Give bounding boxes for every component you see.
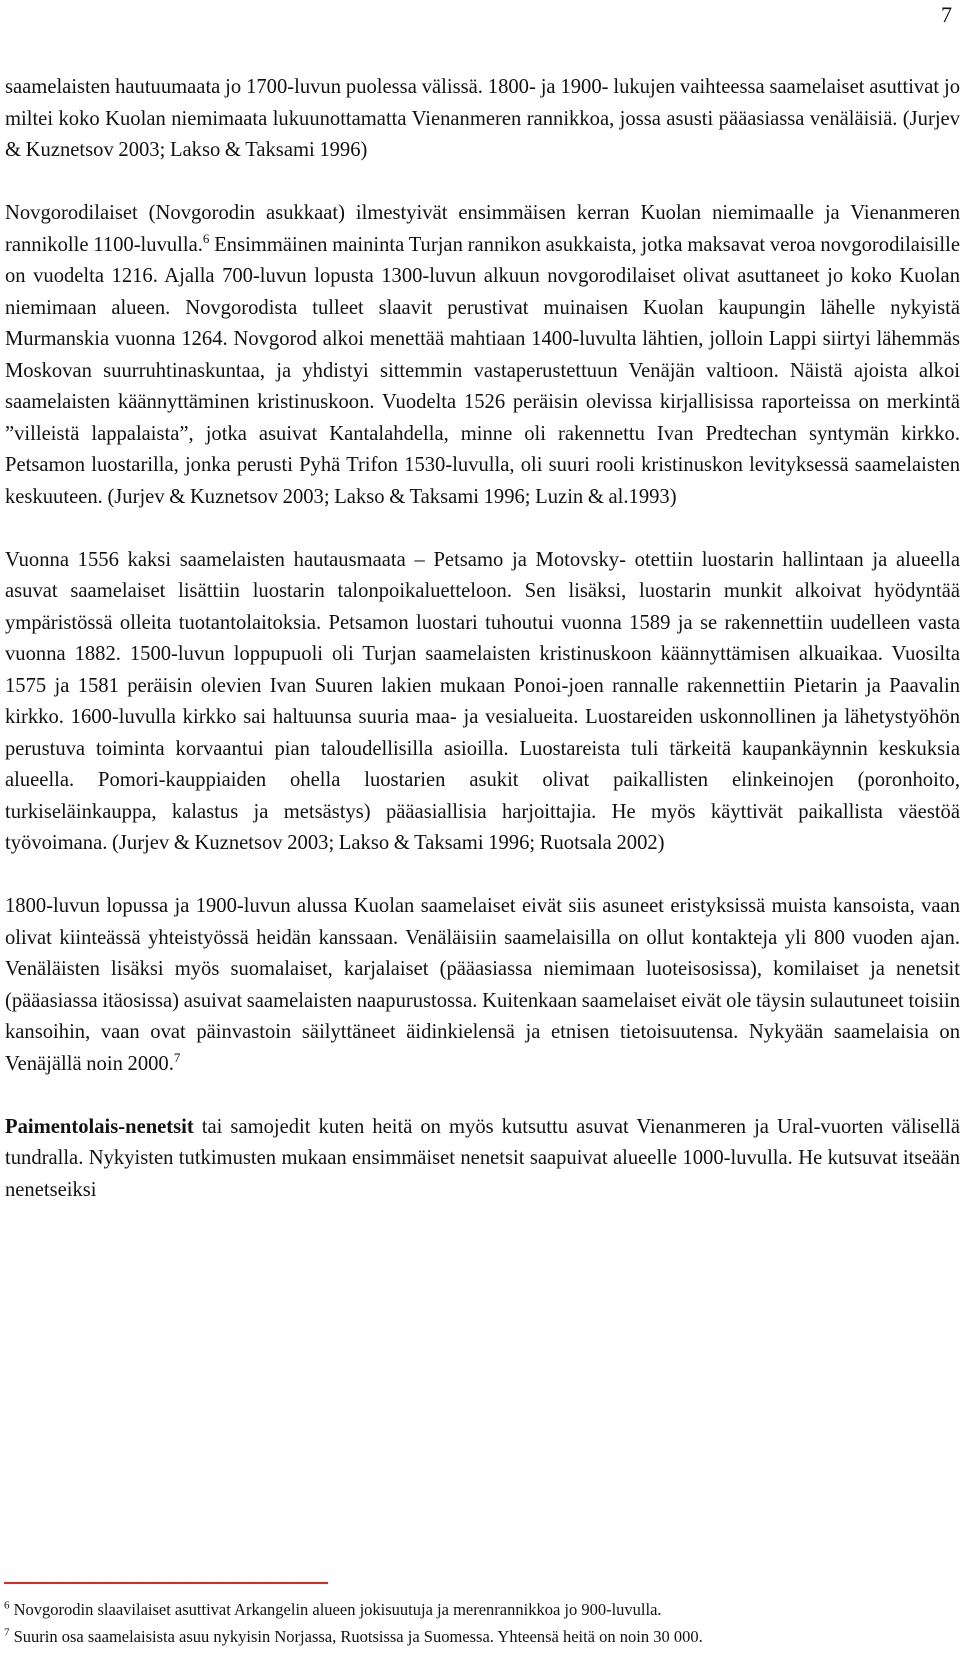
paragraph-1: saamelaisten hautuumaata jo 1700-luvun puolessa välissä. 1800- ja 1900- lukujen vaihteessa saamelaiset asuttivat jo miltei koko Kuolan niemimaata lukuunottamatta Vienanmeren rannikkoa, jossa asusti pääasiassa venäläisiä. (Jurjev & Kuznetsov 2003; Lakso & Taksami 1996) [5,76,960,161]
paragraph-4 [5,891,960,1080]
page-number: 7 [941,2,952,27]
footnote-ref-7[interactable]: 7 [173,1049,181,1065]
paragraph-5 [5,1112,960,1207]
footnotes [4,1596,934,1650]
footnote-7-text: Suurin osa saamelaisista asuu nykyisin Norjassa, Ruotsissa ja Suomessa. Yhteensä heitä on noin 30 000. [9,1627,703,1646]
footnote-7-number: 7 [4,1626,10,1639]
paragraph-2 [5,198,960,513]
body-text [5,72,960,1238]
footnote-7 [4,1623,934,1650]
paragraph-2-text-after-note: Ensimmäinen maininta Turjan rannikon asukkaista, jotka maksavat veroa novgorodilaisille on vuodelta 1216. Ajalla 700-luvun lopusta 1300-luvun alkuun novgorodilaiset olivat asuttaneet jo koko Kuolan niemimaan alueen. Novgorodista tulleet slaavit perustivat muinaisen Kuolan kaupungin lähelle nykyistä Murmanskia vuonna 1264. Novgorod alkoi menettää mahtiaan 1400-luvulta lähtien, jolloin Lappi siirtyi lähemmäs Moskovan suurruhtinaskuntaa, ja yhdistyi sittemmin vastaperustettuun Venäjän valtioon. Näistä ajoista alkoi saamelaisten käännyttäminen kristinuskoon. Vuodelta 1526 peräisin olevissa kirjallisissa raporteissa on merkintä ”villeistä lappalaista”, jotka asuivat Kantalahdella, minne oli rakennettu Ivan Predtechan syntymän kirkko. Petsamon luostarilla, jonka perusti Pyhä Trifon 1530-luvulla, oli suuri rooli kristinuskon levityksessä saamelaisten keskuuteen. (Jurjev & Kuznetsov 2003; Lakso & Taksami 1996; Luzin & al.1993) [5,233,960,508]
footnote-ref-6[interactable]: 6 [202,230,210,246]
footnote-6-text: Novgorodin slaavilaiset asuttivat Arkangelin alueen jokisuutuja ja merenrannikkoa jo 900-luvulla. [9,1600,662,1619]
paragraph-5-bold-lead: Paimentolais-nenetsit [5,1115,194,1138]
paragraph-2-text-before-note: Novgorodilaiset (Novgorodin asukkaat) ilmestyivät ensimmäisen kerran Kuolan niemimaalle ja Vienanmeren rannikolle 1100-luvulla. [5,202,960,256]
footnote-6-number: 6 [4,1599,10,1612]
paragraph-4-text: 1800-luvun lopussa ja 1900-luvun alussa Kuolan saamelaiset eivät siis asuneet eristyksissä muista kansoista, vaan olivat kiinteässä yhteistyössä heidän kanssaan. Venäläisiin saamelaisilla on ollut kontakteja yli 800 vuoden ajan. Venäläisten lisäksi myös suomalaiset, karjalaiset (pääasiassa niemimaan luoteisosissa), komilaiset ja nenetsit (pääasiassa itäosissa) asuivat saamelaisten naapurustossa. Kuitenkaan saamelaiset eivät ole täysin sulautuneet toisiin kansoihin, vaan ovat päinvastoin säilyttäneet äidinkielensä ja etnisen tietoisuutensa. Nykyään saamelaisia on Venäjällä noin 2000. [5,895,960,1075]
paragraph-5-text: tai samojedit kuten heitä on myös kutsuttu asuvat Vienanmeren ja Ural-vuorten välisellä tundralla. Nykyisten tutkimusten mukaan ensimmäiset nenetsit saapuivat alueelle 1000-luvulla. He kutsuvat itseään nenetseiksi [5,1115,960,1201]
footnote-6 [4,1596,934,1623]
paragraph-3: Vuonna 1556 kaksi saamelaisten hautausmaata – Petsamo ja Motovsky- otettiin luostarin hallintaan ja alueella asuvat saamelaiset lisättiin luostarin talonpoikaluetteloon. Sen lisäksi, luostarin munkit alkoivat hyödyntää ympäristössä olleita tuotantolaitoksia. Petsamon luostari tuhoutui vuonna 1589 ja se rakennettiin uudelleen vasta vuonna 1882. 1500-luvun loppupuoli oli Turjan saamelaisten kristinuskoon käännyttämisen alkuaikaa. Vuosilta 1575 ja 1581 peräisin olevien Ivan Suuren lakien mukaan Ponoi-joen rannalle rakennettiin Pietarin ja Paavalin kirkko. 1600-luvulla kirkko sai haltuunsa suuria maa- ja vesialueita. Luostareiden uskonnollinen ja lähetystyöhön perustuva toiminta korvaantui pian taloudellisilla asioilla. Luostareista tuli tärkeitä kaupankäynnin keskuksia alueella. Pomori-kauppiaiden ohella luostarien asukit olivat paikallisten elinkeinojen (poronhoito, turkiseläinkauppa, kalastus ja metsästys) pääasiallisia harjoittajia. He myös käyttivät paikallista väestöä työvoimana. (Jurjev & Kuznetsov 2003; Lakso & Taksami 1996; Ruotsala 2002) [5,548,960,854]
footnote-divider [4,1582,328,1584]
